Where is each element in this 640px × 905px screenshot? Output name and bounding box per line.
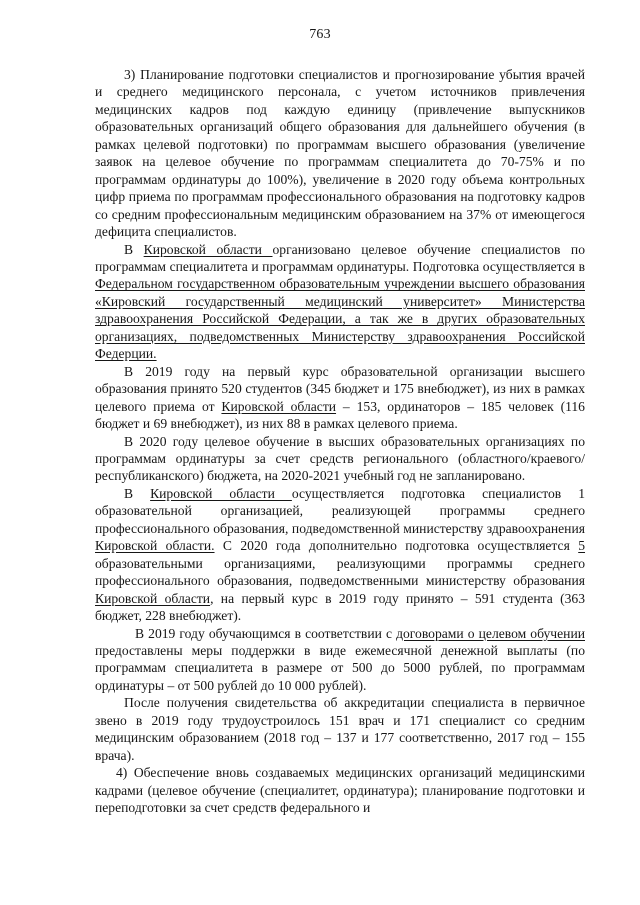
underlined-contracts: договорами о целевом обучении	[396, 625, 585, 641]
paragraph-new-organizations: 4) Обеспечение вновь создаваемых медицинских организаций медицинскими кадрами (целевое обучение (специалитет, ординатура); планирование подготовки и переподготовки за счет средств федерального и	[95, 765, 585, 816]
underlined-region-name: Кировской области	[221, 398, 337, 414]
paragraph-employment: После получения свидетельства об аккредитации специалиста в первичное звено в 2019 году трудоустроилось 151 врач и 171 специалист со средним медицинским образованием (2018 год – 137 и 177 соответственно, 2017 год – 155 врача).	[95, 695, 585, 763]
text-segment: В	[124, 485, 151, 501]
paragraph-support-measures	[95, 625, 585, 695]
text-segment: С 2020 года дополнительно подготовка осуществляется	[214, 538, 579, 554]
paragraph-staff-planning: 3) Планирование подготовки специалистов и прогнозирование убытия врачей и среднего медицинского персонала, с учетом источников привлечения медицинских кадров под каждую единицу (привлечение выпускников образовательных организаций общего образования для дальнейшего обучения (в рамках целевой подготовки) по программам высшего образования (увеличение заявок на целевое обучение по программам специалитета до 70-75% и по программам ординатуры до 100%), увеличение в 2020 году объема контрольных цифр приема по программам профессионального образования на подготовку кадров со средним профессиональным медицинским образованием на 37% от имеющегося дефицита специалистов.	[95, 67, 585, 240]
page-number: 763	[309, 27, 331, 42]
paragraph-admission-2019	[95, 363, 585, 433]
text-segment: организовано целевое обучение специалистов по программам специалитета и программам ординатуры. Подготовка осуществляется в	[95, 241, 586, 274]
underlined-region-name: Кировской области	[143, 241, 273, 257]
underlined-university-name: Федеральном государственном образовательным учреждении высшего образования «Кировский государственный медицинский университет» Министерства здравоохранения Российской Федерации, а так же в других образовательных организациях, подведомственных Министерству здравоохранения Российской Федерции.	[95, 276, 585, 362]
document-body	[95, 66, 585, 816]
text-segment: В	[124, 241, 144, 257]
paragraph-residency-2020: В 2020 году целевое обучение в высших образовательных организациях по программам ординатуры за счет средств регионального (областного/краевого/республиканского) бюджета, на 2020-2021 учебный год не запланировано.	[95, 433, 585, 484]
text-segment: образовательными организациями, реализующими программы среднего профессионального образования, подведомственными министерству образования	[95, 555, 585, 589]
text-segment: осуществляется подготовка специалистов 1 образовательной организацией, реализующей программы среднего профессионального образования, подведомственной министерству здравоохранения	[95, 485, 586, 536]
text-segment: В 2019 году обучающимся в соответствии с	[135, 625, 397, 641]
underlined-region-name: Кировской области	[95, 590, 211, 606]
text-segment: В 2019 году на первый курс образовательной организации высшего образования принято 520 студентов (345 бюджет и 175 внебюджет), из них в рамках целевого приема от	[95, 363, 585, 414]
text-segment: – 153, ординаторов – 185 человек (116 бюджет и 69 внебюджет), из них 88 в рамках целевого приема.	[95, 398, 585, 432]
underlined-count: 5	[578, 538, 586, 554]
underlined-region-name: Кировской области	[150, 485, 292, 501]
paragraph-secondary-education	[95, 485, 585, 625]
paragraph-targeted-training	[95, 241, 585, 363]
text-segment: , на первый курс в 2019 году принято – 591 студента (363 бюджет, 228 внебюджет).	[95, 590, 585, 624]
underlined-region-name: Кировской области.	[95, 538, 215, 554]
text-segment: предоставлены меры поддержки в виде ежемесячной денежной выплаты (по программам специалитета в размере от 500 до 5000 рублей, по программам ординатуры – от 500 рублей до 10 000 рублей).	[95, 642, 585, 693]
